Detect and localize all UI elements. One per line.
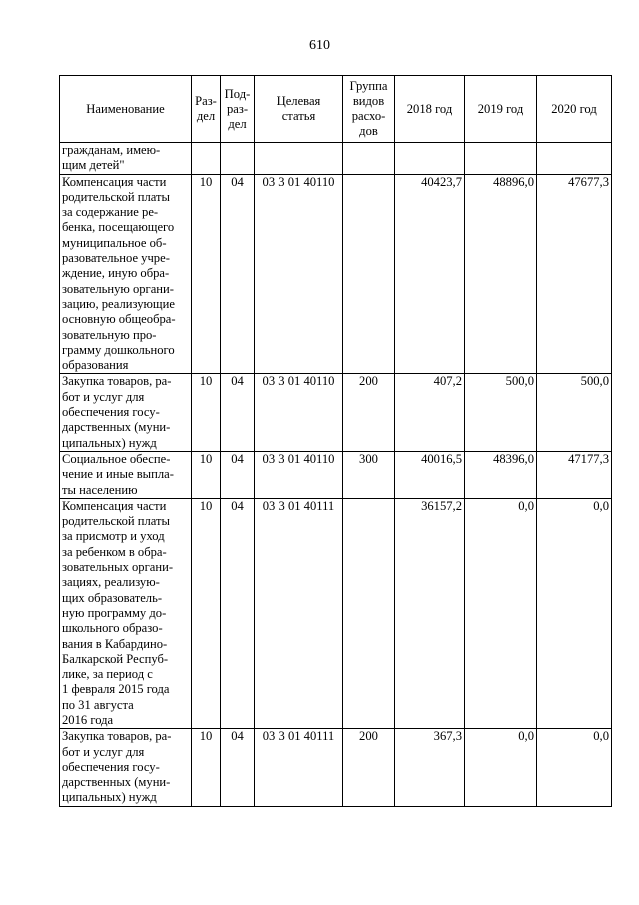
name-line: вания в Кабардино- — [62, 636, 168, 651]
name-line: Социальное обеспе- — [62, 451, 171, 466]
name-line: ты населению — [62, 482, 138, 497]
name-line: ципальных) нужд — [62, 790, 157, 805]
header-label-line: расхо- — [351, 109, 386, 123]
amount-2020-cell: 0,0 — [537, 729, 612, 806]
name-cell — [60, 143, 192, 175]
table-row — [60, 174, 612, 374]
group-cell — [343, 498, 395, 728]
amount-2019-cell: 500,0 — [465, 374, 537, 451]
name-line: щих образователь- — [62, 590, 163, 605]
name-cell — [60, 174, 192, 374]
header-name — [60, 76, 192, 143]
table-row — [60, 498, 612, 728]
target-cell: 03 3 01 40110 — [255, 374, 343, 451]
amount-2019-cell: 48396,0 — [465, 451, 537, 498]
amount-2018-cell — [395, 143, 465, 175]
header-label-line: Раз- — [195, 94, 217, 108]
table-header-row — [60, 76, 612, 143]
table-row — [60, 374, 612, 451]
header-2018 — [395, 76, 465, 143]
group-cell: 200 — [343, 729, 395, 806]
table-body — [60, 143, 612, 807]
subsection-cell: 04 — [221, 451, 255, 498]
name-line: дарственных (муни- — [62, 420, 171, 435]
amount-2019-cell: 0,0 — [465, 729, 537, 806]
name-line: чение и иные выпла- — [62, 467, 174, 482]
amount-2019-cell — [465, 143, 537, 175]
name-line: ципальных) нужд — [62, 435, 157, 450]
name-line: дарственных (муни- — [62, 775, 171, 790]
header-group — [343, 76, 395, 143]
header-2019 — [465, 76, 537, 143]
name-line: Закупка товаров, ра- — [62, 374, 172, 389]
name-line: бот и услуг для — [62, 389, 145, 404]
name-line: зациях, реализую- — [62, 575, 160, 590]
name-line: ждение, иную обра- — [62, 266, 170, 281]
name-cell — [60, 729, 192, 806]
budget-table — [59, 75, 612, 807]
name-line: родительской платы — [62, 189, 171, 204]
amount-2020-cell: 0,0 — [537, 498, 612, 728]
name-cell — [60, 498, 192, 728]
header-subsection — [221, 76, 255, 143]
amount-2020-cell — [537, 143, 612, 175]
name-line: зовательных органи- — [62, 560, 174, 575]
name-line: по 31 августа — [62, 697, 134, 712]
section-cell — [192, 143, 221, 175]
name-line: за ребенком в обра- — [62, 544, 167, 559]
name-line: Компенсация части — [62, 174, 167, 189]
amount-2018-cell: 367,3 — [395, 729, 465, 806]
header-label-line: дел — [228, 116, 247, 131]
name-line: зовательную органи- — [62, 281, 174, 296]
name-line: гражданам, имею- — [62, 143, 161, 157]
header-label-line: 2020 год — [551, 101, 597, 116]
table-row — [60, 143, 612, 175]
name-line: зовательную про- — [62, 327, 157, 342]
header-label-line: 2018 год — [406, 101, 453, 116]
name-line: муниципальное об- — [62, 235, 167, 250]
name-cell — [60, 451, 192, 498]
amount-2019-cell: 48896,0 — [465, 174, 537, 374]
amount-2018-cell: 36157,2 — [395, 498, 465, 728]
name-line: Балкарской Респуб- — [62, 651, 169, 666]
header-label-line: Наименование — [86, 101, 165, 116]
name-line: зацию, реализующие — [62, 296, 175, 311]
header-label-line: дов — [359, 124, 378, 138]
section-cell: 10 — [192, 451, 221, 498]
name-line: бот и услуг для — [62, 744, 145, 759]
group-cell — [343, 174, 395, 374]
name-line: обеспечения госу- — [62, 405, 160, 420]
name-line: 2016 года — [62, 712, 114, 727]
amount-2020-cell: 500,0 — [537, 374, 612, 451]
name-line: родительской платы — [62, 514, 171, 529]
group-cell — [343, 143, 395, 175]
amount-2019-cell: 0,0 — [465, 498, 537, 728]
header-label-line: статья — [281, 109, 316, 123]
name-line: Компенсация части — [62, 498, 167, 513]
name-line: лике, за период с — [62, 667, 153, 682]
name-line: бенка, посещающего — [62, 220, 175, 235]
name-line: основную общеобра- — [62, 312, 176, 327]
name-cell — [60, 374, 192, 451]
name-line: за присмотр и уход — [62, 529, 165, 544]
header-label-line: раз- — [226, 101, 249, 116]
target-cell: 03 3 01 40111 — [255, 729, 343, 806]
header-label-line: видов — [352, 94, 385, 108]
name-line: разовательное учре- — [62, 251, 170, 266]
header-label-line: Группа — [349, 79, 388, 93]
section-cell: 10 — [192, 498, 221, 728]
name-line: ную программу до- — [62, 605, 167, 620]
target-cell: 03 3 01 40110 — [255, 451, 343, 498]
name-line: грамму дошкольного — [62, 342, 175, 357]
name-line: щим детей" — [62, 158, 125, 173]
amount-2018-cell: 40423,7 — [395, 174, 465, 374]
group-cell: 300 — [343, 451, 395, 498]
subsection-cell: 04 — [221, 729, 255, 806]
table-row — [60, 451, 612, 498]
target-cell: 03 3 01 40111 — [255, 498, 343, 728]
name-line: Закупка товаров, ра- — [62, 729, 172, 744]
target-cell — [255, 143, 343, 175]
name-line: 1 февраля 2015 года — [62, 682, 170, 697]
name-line: обеспечения госу- — [62, 759, 160, 774]
header-target — [255, 76, 343, 143]
section-cell: 10 — [192, 374, 221, 451]
target-cell: 03 3 01 40110 — [255, 174, 343, 374]
header-label-line: дел — [196, 109, 216, 123]
name-line: образования — [62, 358, 129, 373]
subsection-cell: 04 — [221, 498, 255, 728]
amount-2018-cell: 40016,5 — [395, 451, 465, 498]
section-cell: 10 — [192, 174, 221, 374]
subsection-cell: 04 — [221, 374, 255, 451]
header-label-line: Целевая — [276, 94, 321, 108]
page-number: 610 — [309, 38, 330, 53]
amount-2020-cell: 47677,3 — [537, 174, 612, 374]
table-row — [60, 729, 612, 806]
header-2020 — [537, 76, 612, 143]
amount-2018-cell: 407,2 — [395, 374, 465, 451]
header-label-line: 2019 год — [477, 101, 524, 116]
amount-2020-cell: 47177,3 — [537, 451, 612, 498]
section-cell: 10 — [192, 729, 221, 806]
header-section — [192, 76, 221, 143]
name-line: школьного образо- — [62, 621, 163, 636]
group-cell: 200 — [343, 374, 395, 451]
name-line: за содержание ре- — [62, 205, 159, 220]
subsection-cell: 04 — [221, 174, 255, 374]
header-label-line: Под- — [224, 86, 251, 101]
subsection-cell — [221, 143, 255, 175]
